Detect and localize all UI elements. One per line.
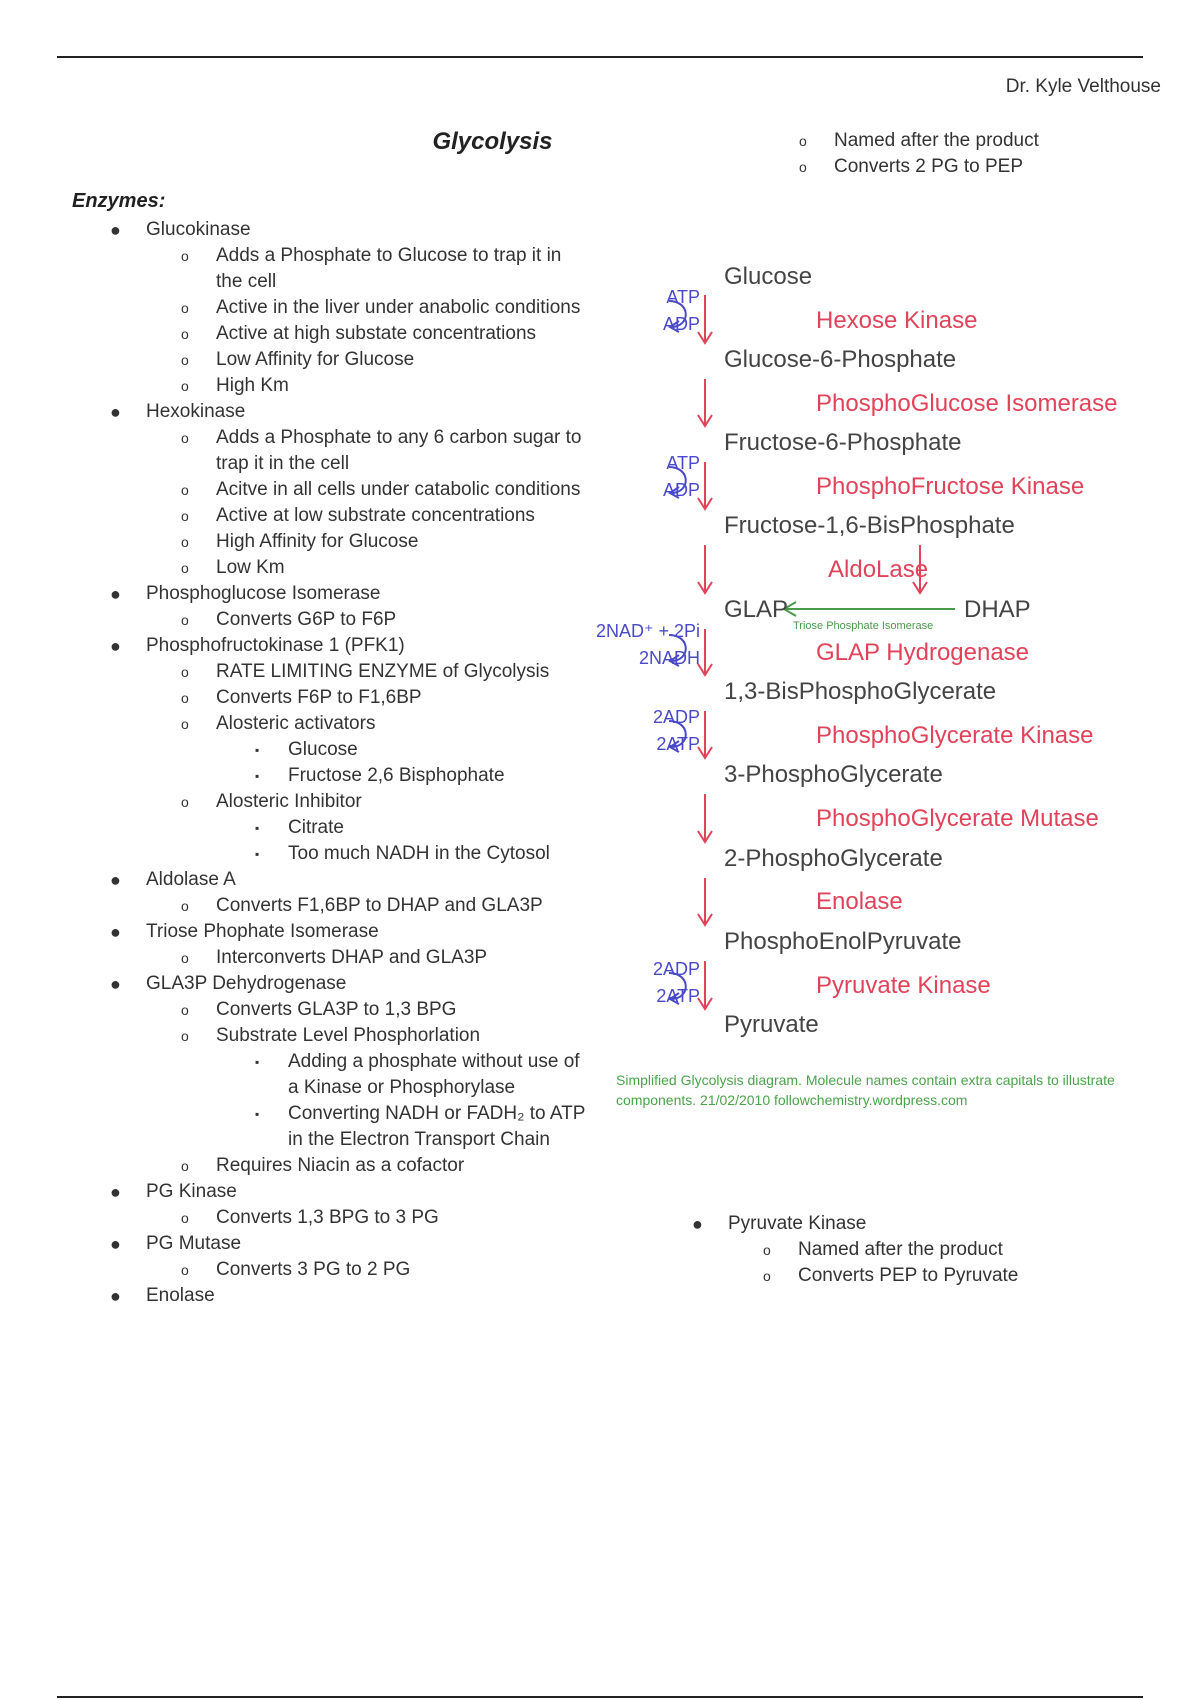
- glycolysis-diagram: [590, 255, 1200, 1038]
- outline-item-text: Converts PEP to Pyruvate: [798, 1265, 1019, 1286]
- cofactor-in: 2NAD⁺ + 2Pi: [595, 621, 700, 641]
- outline-item-level-3: [72, 815, 592, 841]
- outline-item-text: Enolase: [146, 1285, 215, 1306]
- triose-phosphate-isomerase-label: Triose Phosphate Isomerase: [793, 620, 934, 632]
- hollow-bullet-icon: o: [181, 300, 189, 316]
- molecule-pyruvate: Pyruvate: [724, 1011, 819, 1038]
- outline-item-level-1: [72, 633, 592, 659]
- outline-item-level-2: [654, 1263, 1104, 1289]
- hollow-bullet-icon: o: [763, 1242, 771, 1258]
- hollow-bullet-icon: o: [181, 482, 189, 498]
- outline-item-level-2: [72, 1205, 592, 1231]
- hollow-bullet-icon: o: [181, 794, 189, 810]
- outline-item-text: Converts 1,3 BPG to 3 PG: [216, 1207, 439, 1228]
- molecule-glucose-6-phosphate: Glucose-6-Phosphate: [724, 346, 957, 373]
- cofactor-out: 2ATP: [656, 734, 700, 754]
- square-bullet-icon: ▪: [255, 1055, 260, 1069]
- cofactor-out: ADP: [662, 480, 700, 500]
- square-bullet-icon: ▪: [255, 743, 260, 757]
- molecule-phosphoenolpyruvate: PhosphoEnolPyruvate: [724, 928, 962, 955]
- outline-item-text: Adds a Phosphate to Glucose to trap it in the cell: [216, 245, 562, 292]
- bullet-icon: ●: [110, 1286, 121, 1306]
- enzyme-phosphoglucose-isomerase: PhosphoGlucose Isomerase: [816, 390, 1118, 417]
- enzyme-hexose-kinase: Hexose Kinase: [816, 307, 978, 334]
- outline-item-text: Adds a Phosphate to any 6 carbon sugar to trap it in the cell: [216, 427, 582, 474]
- bullet-icon: ●: [110, 584, 121, 604]
- hollow-bullet-icon: o: [799, 159, 807, 175]
- hollow-bullet-icon: o: [799, 133, 807, 149]
- outline-item-level-1: [72, 867, 592, 893]
- bullet-icon: ●: [110, 402, 121, 422]
- hollow-bullet-icon: o: [181, 534, 189, 550]
- outline-item-level-3: [72, 841, 592, 867]
- outline-item-level-1: [72, 1231, 592, 1257]
- cofactor-in: ATP: [666, 453, 700, 473]
- outline-item-level-2: [72, 997, 592, 1023]
- hollow-bullet-icon: o: [181, 378, 189, 394]
- outline-item-text: Aldolase A: [146, 869, 236, 890]
- outline-item-level-2: [72, 945, 592, 971]
- outline-item-level-1: [654, 1211, 1104, 1237]
- outline-item-level-2: [690, 154, 1140, 180]
- bottom-rule: [57, 1696, 1143, 1698]
- outline-item-text: Active at high substate concentrations: [216, 323, 537, 344]
- outline-item-text: Citrate: [288, 817, 344, 838]
- outline-item-text: Converts GLA3P to 1,3 BPG: [216, 999, 457, 1020]
- molecule-glucose: Glucose: [724, 263, 813, 290]
- outline-item-text: Requires Niacin as a cofactor: [216, 1155, 465, 1176]
- outline-item-level-2: [72, 607, 592, 633]
- outline-item-text: Glucose: [288, 739, 358, 760]
- bullet-icon: ●: [692, 1214, 703, 1234]
- outline-item-level-2: [72, 347, 592, 373]
- outline-item-level-2: [72, 555, 592, 581]
- outline-item-level-2: [72, 373, 592, 399]
- hollow-bullet-icon: o: [181, 1028, 189, 1044]
- outline-item-level-1: [72, 1179, 592, 1205]
- molecule-1-3-bisphosphoglycerate: 1,3-BisPhosphoGlycerate: [724, 678, 997, 705]
- outline-item-level-2: [72, 477, 592, 503]
- outline-item-level-3: [72, 1101, 592, 1153]
- outline-item-level-3: [72, 1049, 592, 1101]
- outline-item-text: Interconverts DHAP and GLA3P: [216, 947, 488, 968]
- cofactor-in: 2ADP: [652, 959, 700, 979]
- outline-item-level-1: [72, 1283, 592, 1309]
- hollow-bullet-icon: o: [181, 430, 189, 446]
- outline-item-text: Active in the liver under anabolic conditions: [216, 297, 581, 318]
- enzyme-phosphofructose-kinase: PhosphoFructose Kinase: [816, 473, 1085, 500]
- molecule-2-phosphoglycerate: 2-PhosphoGlycerate: [724, 845, 943, 872]
- outline-item-level-2: [72, 503, 592, 529]
- square-bullet-icon: ▪: [255, 1107, 260, 1121]
- outline-item-level-1: [72, 399, 592, 425]
- hollow-bullet-icon: o: [181, 1262, 189, 1278]
- outline-item-level-2: [690, 128, 1140, 154]
- outline-item-level-1: [72, 971, 592, 997]
- outline-item-text: Named after the product: [834, 130, 1039, 151]
- molecule-fructose-6-phosphate: Fructose-6-Phosphate: [724, 429, 962, 456]
- hollow-bullet-icon: o: [181, 508, 189, 524]
- outline-item-level-2: [72, 425, 592, 477]
- molecule-glap: GLAP: [724, 596, 789, 623]
- bullet-icon: ●: [110, 220, 121, 240]
- bullet-icon: ●: [110, 1234, 121, 1254]
- outline-item-level-2: [72, 711, 592, 737]
- author-name: Dr. Kyle Velthouse: [1005, 76, 1161, 97]
- outline-item-level-2: [72, 1153, 592, 1179]
- square-bullet-icon: ▪: [255, 847, 260, 861]
- outline-item-text: Low Km: [216, 557, 285, 578]
- pyruvate-kinase-details: [654, 1211, 1104, 1289]
- outline-item-text: Adding a phosphate without use of a Kinase or Phosphorylase: [288, 1051, 580, 1098]
- outline-item-text: Named after the product: [798, 1239, 1003, 1260]
- outline-item-text: RATE LIMITING ENZYME of Glycolysis: [216, 661, 550, 682]
- enzyme-pyruvate-kinase: Pyruvate Kinase: [816, 972, 991, 999]
- outline-item-text: Converts G6P to F6P: [216, 609, 397, 630]
- outline-item-text: High Km: [216, 375, 289, 396]
- hollow-bullet-icon: o: [181, 326, 189, 342]
- hollow-bullet-icon: o: [181, 950, 189, 966]
- outline-item-text: Converting NADH or FADH₂ to ATP in the Electron Transport Chain: [288, 1103, 586, 1150]
- bullet-icon: ●: [110, 1182, 121, 1202]
- bullet-icon: ●: [110, 922, 121, 942]
- molecule-dhap: DHAP: [964, 596, 1031, 623]
- outline-item-text: Phosphoglucose Isomerase: [146, 583, 381, 604]
- cofactor-in: ATP: [666, 287, 700, 307]
- outline-item-level-2: [72, 321, 592, 347]
- cofactor-in: 2ADP: [652, 707, 700, 727]
- outline-item-text: Active at low substrate concentrations: [216, 505, 535, 526]
- outline-item-text: Substrate Level Phosphorlation: [216, 1025, 481, 1046]
- outline-item-level-1: [72, 919, 592, 945]
- hollow-bullet-icon: o: [181, 716, 189, 732]
- outline-item-text: Converts F1,6BP to DHAP and GLA3P: [216, 895, 543, 916]
- hollow-bullet-icon: o: [181, 612, 189, 628]
- outline-item-level-2: [72, 893, 592, 919]
- outline-item-level-2: [654, 1237, 1104, 1263]
- outline-item-level-3: [72, 763, 592, 789]
- enzyme-phosphoglycerate-kinase: PhosphoGlycerate Kinase: [816, 722, 1094, 749]
- hollow-bullet-icon: o: [181, 560, 189, 576]
- outline-item-text: Converts F6P to F1,6BP: [216, 687, 422, 708]
- molecule-fructose-1-6-bisphosphate: Fructose-1,6-BisPhosphate: [724, 512, 1015, 539]
- outline-item-text: Pyruvate Kinase: [728, 1213, 867, 1234]
- outline-item-level-2: [72, 529, 592, 555]
- hollow-bullet-icon: o: [181, 690, 189, 706]
- outline-item-level-2: [72, 243, 592, 295]
- outline-item-text: PG Kinase: [146, 1181, 237, 1202]
- hollow-bullet-icon: o: [181, 1158, 189, 1174]
- hollow-bullet-icon: o: [181, 352, 189, 368]
- hollow-bullet-icon: o: [181, 1210, 189, 1226]
- outline-item-text: GLA3P Dehydrogenase: [146, 973, 347, 994]
- bullet-icon: ●: [110, 974, 121, 994]
- enzyme-outline: [72, 217, 592, 1309]
- cofactor-out: 2NADH: [638, 648, 700, 668]
- outline-item-text: Glucokinase: [146, 219, 251, 240]
- outline-item-text: Phosphofructokinase 1 (PFK1): [146, 635, 405, 656]
- outline-item-text: High Affinity for Glucose: [216, 531, 419, 552]
- enolase-details: [690, 128, 1140, 180]
- square-bullet-icon: ▪: [255, 769, 260, 783]
- outline-item-level-2: [72, 685, 592, 711]
- outline-item-level-2: [72, 789, 592, 815]
- outline-item-text: Converts 2 PG to PEP: [834, 156, 1024, 177]
- outline-item-level-2: [72, 659, 592, 685]
- bullet-icon: ●: [110, 636, 121, 656]
- hollow-bullet-icon: o: [181, 1002, 189, 1018]
- enzyme-phosphoglycerate-mutase: PhosphoGlycerate Mutase: [816, 805, 1099, 832]
- top-rule: [57, 56, 1143, 58]
- cofactor-out: 2ATP: [656, 986, 700, 1006]
- outline-item-level-1: [72, 217, 592, 243]
- hollow-bullet-icon: o: [181, 664, 189, 680]
- outline-item-text: PG Mutase: [146, 1233, 242, 1254]
- square-bullet-icon: ▪: [255, 821, 260, 835]
- enzyme-glap-hydrogenase: GLAP Hydrogenase: [816, 639, 1030, 666]
- enzyme-enolase: Enolase: [816, 888, 903, 915]
- hollow-bullet-icon: o: [763, 1268, 771, 1284]
- outline-item-text: Low Affinity for Glucose: [216, 349, 415, 370]
- outline-item-text: Acitve in all cells under catabolic conditions: [216, 479, 581, 500]
- outline-item-level-2: [72, 1257, 592, 1283]
- enzyme-aldolase: AldoLase: [828, 556, 929, 583]
- bullet-icon: ●: [110, 870, 121, 890]
- diagram-caption: Simplified Glycolysis diagram. Molecule names contain extra capitals to illustrate components. 21/02/2010 followchemistry.wordpress.com: [616, 1072, 1115, 1108]
- outline-item-text: Too much NADH in the Cytosol: [288, 843, 550, 864]
- outline-item-level-2: [72, 295, 592, 321]
- outline-item-text: Alosteric Inhibitor: [216, 791, 362, 812]
- page-title: Glycolysis: [432, 128, 553, 155]
- outline-item-level-1: [72, 581, 592, 607]
- outline-item-level-2: [72, 1023, 592, 1049]
- outline-item-level-3: [72, 737, 592, 763]
- outline-item-text: Triose Phophate Isomerase: [146, 921, 379, 942]
- hollow-bullet-icon: o: [181, 898, 189, 914]
- outline-item-text: Fructose 2,6 Bisphophate: [288, 765, 505, 786]
- outline-item-text: Converts 3 PG to 2 PG: [216, 1259, 411, 1280]
- cofactor-out: ADP: [662, 314, 700, 334]
- outline-item-text: Alosteric activators: [216, 713, 376, 734]
- outline-item-text: Hexokinase: [146, 401, 246, 422]
- hollow-bullet-icon: o: [181, 248, 189, 264]
- enzymes-heading: Enzymes:: [72, 190, 166, 212]
- molecule-3-phosphoglycerate: 3-PhosphoGlycerate: [724, 761, 943, 788]
